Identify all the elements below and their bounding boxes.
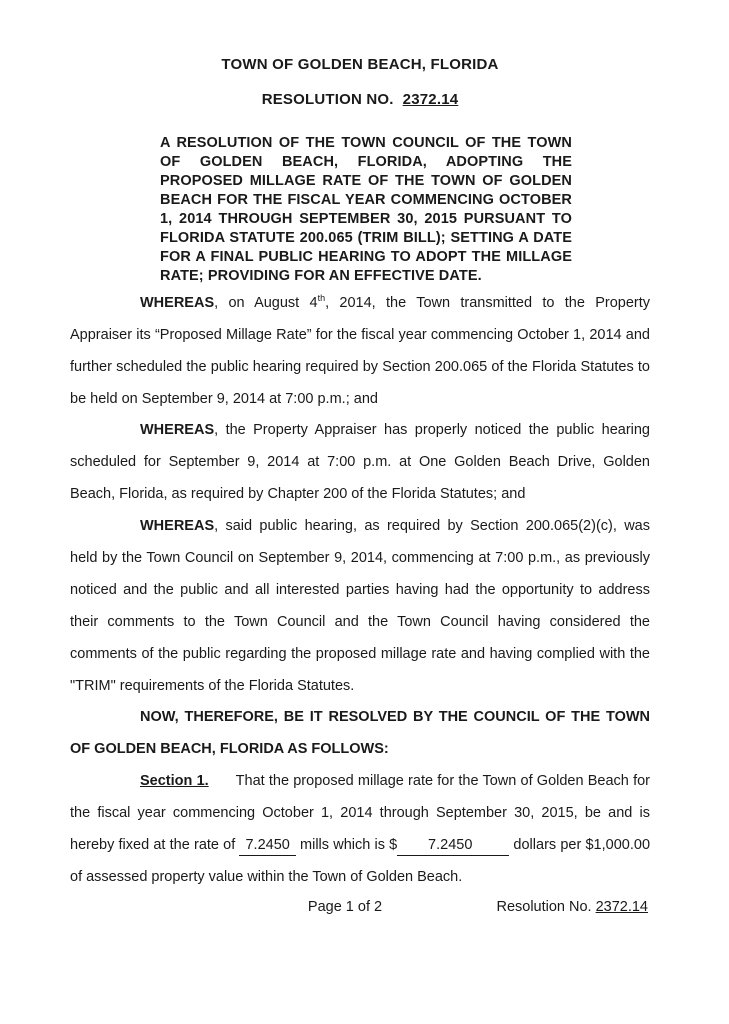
resolution-number: 2372.14 [402, 91, 459, 108]
whereas-text: , the Property Appraiser has properly noticed the public hearing scheduled for September 9, 2014 at 7:00 p.m. at One Golden Beach Drive, Golden Beach, Florida, as required by Chapter 200 of the Florida Statutes; and [70, 422, 650, 503]
millage-rate-value: 7.2450 [239, 837, 295, 856]
whereas-text: , on August 4 [214, 294, 318, 311]
whereas-keyword: WHEREAS [140, 518, 215, 535]
whereas-text: , said public hearing, as required by Section 200.065(2)(c), was held by the Town Council on September 9, 2014, commencing at 7:00 p.m., as previously noticed and the public and all interested parties having had the opportunity to address their comments to the Town Council and the Town Council having considered the comments of the public regarding the proposed millage rate and having complied with the "TRIM" requirements of the Florida Statutes. [70, 518, 650, 694]
resolution-heading [70, 91, 650, 108]
section-1-paragraph [70, 766, 650, 894]
section-1-text: dollars per $1,000.00 of assessed property value within the Town of Golden Beach. [70, 837, 651, 885]
whereas-clause-1 [70, 288, 650, 416]
whereas-keyword: WHEREAS [140, 294, 215, 311]
page-footer [70, 899, 650, 921]
resolution-number-label: RESOLUTION NO. [261, 91, 394, 108]
footer-resolution-label: Resolution No. [496, 898, 592, 915]
section-1-heading: Section 1. [140, 773, 209, 790]
whereas-clause-3 [70, 511, 650, 702]
section-1-text: mills which is $ [295, 837, 398, 854]
section-1-text: That the proposed millage rate for the Town of Golden Beach for the fiscal year commencing October 1, 2014 through September 30, 2015, be and is hereby fixed at the rate of [70, 773, 650, 854]
dollar-rate-value: 7.2450 [397, 837, 509, 856]
whereas-text: , 2014, the Town transmitted to the Property Appraiser its “Proposed Millage Rate” for the fiscal year commencing October 1, 2014 and further scheduled the public hearing required by Section 200.065 of the Florida Statutes to be held on September 9, 2014 at 7:00 p.m.; and [70, 294, 650, 407]
footer-resolution [496, 899, 648, 915]
resolved-clause: NOW, THEREFORE, BE IT RESOLVED BY THE COUNCIL OF THE TOWN OF GOLDEN BEACH, FLORIDA AS FOLLOWS: [70, 709, 650, 758]
document-title: TOWN OF GOLDEN BEACH, FLORIDA [221, 56, 499, 73]
page-number: Page 1 of 2 [307, 898, 383, 915]
whereas-keyword: WHEREAS [140, 422, 215, 439]
ordinal-suffix: th [317, 293, 326, 304]
resolution-preamble: A RESOLUTION OF THE TOWN COUNCIL OF THE TOWN OF GOLDEN BEACH, FLORIDA, ADOPTING THE PROPOSED MILLAGE RATE OF THE TOWN OF GOLDEN BEACH FOR THE FISCAL YEAR COMMENCING OCTOBER 1, 2014 THROUGH SEPTEMBER 30, 2015 PURSUANT TO FLORIDA STATUTE 200.065 (TRIM BILL); SETTING A DATE FOR A FINAL PUBLIC HEARING TO ADOPT THE MILLAGE RATE; PROVIDING FOR AN EFFECTIVE DATE. [160, 135, 572, 284]
footer-resolution-number: 2372.14 [595, 898, 648, 915]
whereas-clause-2 [70, 415, 650, 511]
